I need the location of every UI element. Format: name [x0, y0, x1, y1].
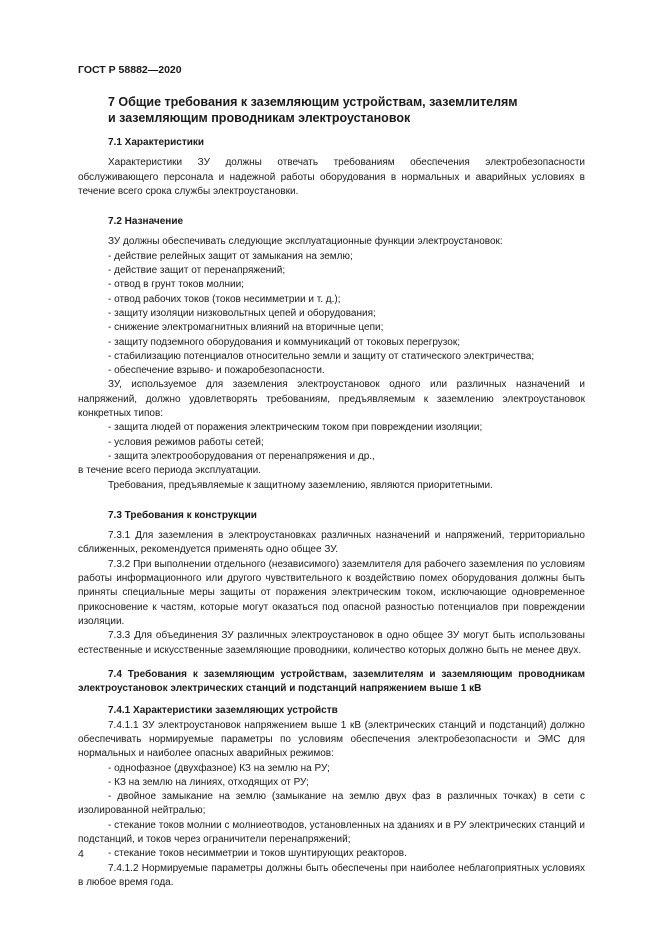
section-title-line-2: и заземляющим проводникам электроустановок: [108, 111, 411, 125]
list-item: - действие защит от перенапряжений;: [108, 265, 286, 277]
list-item: - защита электрооборудования от перенапряжения и др.,: [108, 450, 375, 462]
list-item: - стекание токов молнии с молниеотводов, установленных на зданиях и в РУ электрических станций и подстанций, и токов через ограничители перенапряжений;: [78, 819, 585, 846]
list-item: - однофазное (двухфазное) КЗ на землю на РУ;: [108, 762, 330, 774]
heading-7-4-1: 7.4.1 Характеристики заземляющих устройств: [108, 705, 338, 717]
standard-header: ГОСТ Р 58882—2020: [78, 64, 182, 76]
paragraph-7-3-1: 7.3.1 Для заземления в электроустановках различных назначений и напряжений, территориально сближенных, рекомендуется применять одно общее ЗУ.: [78, 530, 585, 556]
list-item: - условия режимов работы сетей;: [108, 436, 264, 448]
paragraph-7-2-requirements: ЗУ, используемое для заземления электроустановок одного или различных назначений и напряжений, должно удовлетворять требованиям, предъявляемым к заземлению электроустановок конкретных типов:: [78, 379, 585, 420]
heading-7-1: 7.1 Характеристики: [108, 137, 205, 148]
paragraph-7-2-intro: ЗУ должны обеспечивать следующие эксплуатационные функции электроустановок:: [108, 236, 503, 248]
heading-7-2: 7.2 Назначение: [108, 216, 184, 228]
list-item: - отвод в грунт токов молнии;: [108, 279, 244, 291]
paragraph-7-4-1-1: 7.4.1.1 ЗУ электроустановок напряжением выше 1 кВ (электрических станций и подстанций) должно обеспечивать нормируемые параметры по условиям обеспечения электробезопасности и ЭМС для нормальных и наиболее опасных аварийных режимов:: [78, 719, 585, 760]
list-item: - стабилизацию потенциалов относительно земли и защиту от статического электричества;: [108, 350, 535, 362]
paragraph-7-2-priority: Требования, предъявляемые к защитному заземлению, являются приоритетными.: [108, 479, 493, 491]
heading-7-4: 7.4 Требования к заземляющим устройствам, заземлителям и заземляющим проводникам электроустановок электрических станций и подстанций напряжением выше 1 кВ: [78, 668, 585, 695]
list-item: - защиту изоляции низковольтных цепей и оборудования;: [108, 307, 376, 319]
list-item: - двойное замыкание на землю (замыкание на землю двух фаз в различных точках) в сети с изолированной нейтралью;: [78, 791, 585, 817]
list-item: - действие релейных защит от замыкания на землю;: [108, 250, 353, 262]
list-7-2-requirements: [78, 421, 585, 464]
paragraph-7-2-tail: в течение всего периода эксплуатации.: [78, 465, 261, 477]
list-item: - защиту подземного оборудования и коммуникаций от токовых перегрузок;: [108, 336, 460, 348]
page-number: 4: [78, 848, 84, 860]
paragraph-7-3-3: 7.3.3 Для объединения ЗУ различных электроустановок в одно общее ЗУ могут быть использованы естественные и искусственные заземляющие проводники, количество которых должно быть не менее двух.: [78, 630, 585, 656]
list-item: - защита людей от поражения электрическим током при повреждении изоляции;: [108, 422, 483, 434]
heading-7-3: 7.3 Требования к конструкции: [108, 509, 257, 521]
document-body: [78, 94, 585, 890]
list-7-4-1-1-modes: [78, 762, 585, 862]
section-title-line-1: 7 Общие требования к заземляющим устройствам, заземлителям: [108, 95, 518, 109]
list-7-2-functions: [78, 250, 585, 379]
paragraph-7-1: Характеристики ЗУ должны отвечать требованиям обеспечения электробезопасности обслуживающего персонала и надежной работы оборудования в нормальных и аварийных условиях в течение всего срока службы электроустановки.: [78, 157, 585, 197]
list-item: - отвод рабочих токов (токов несимметрии и т. д.);: [108, 293, 341, 305]
section-7-title: [78, 94, 585, 126]
paragraph-7-4-1-2: 7.4.1.2 Нормируемые параметры должны быть обеспечены при наиболее неблагоприятных условиях в любое время года.: [78, 862, 585, 888]
list-item: - обеспечение взрыво- и пожаробезопасности.: [108, 365, 325, 377]
list-item: - КЗ на землю на линиях, отходящих от РУ;: [108, 776, 309, 788]
list-item: - снижение электромагнитных влияний на вторичные цепи;: [108, 322, 384, 334]
paragraph-7-3-2: 7.3.2 При выполнении отдельного (независимого) заземлителя для рабочего заземления по условиям работы информационного или другого чувствительного к воздействию помех оборудования должны быть приняты специальные меры защиты от поражения электрическим током, исключающие одновременное прикосновение к частям, которые могут оказаться под опасной разностью потенциалов при повреждении изоляции.: [78, 558, 585, 627]
list-item: - стекание токов несимметрии и токов шунтирующих реакторов.: [108, 848, 407, 860]
